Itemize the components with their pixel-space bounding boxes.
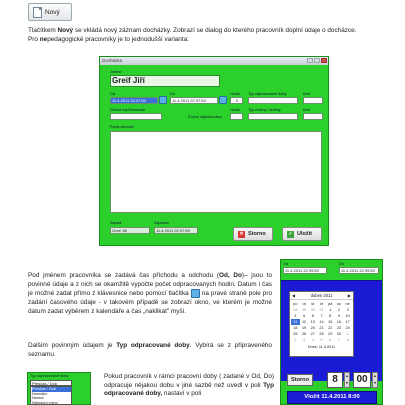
intro-paragraph: Tlačítkem Nový se vkládá nový záznam docházky. Zobrazí se dialog do kterého pracovník doplní údaje o docházce. Pro nepedagogické pracovníky je to jednodušší varianta: <box>28 27 357 43</box>
work-type-selected[interactable]: Přesčas / Dob <box>30 380 72 386</box>
calendar-day[interactable]: 29 <box>328 332 333 336</box>
calendar-day[interactable]: 20 <box>310 326 315 330</box>
calendar-picker-icon[interactable] <box>219 96 227 104</box>
calendar-day[interactable]: 9 <box>337 314 340 318</box>
document-icon <box>33 7 42 18</box>
minute-field[interactable]: 00 <box>353 372 371 388</box>
from-label: Od <box>110 92 116 96</box>
calendar-day[interactable]: 7 <box>320 314 323 318</box>
work-type-options <box>30 386 72 405</box>
calendar-day[interactable]: 3 <box>346 308 349 312</box>
list-item[interactable]: Náhradní volno <box>32 400 58 405</box>
calendar-picker-icon <box>191 289 200 298</box>
picker-popup <box>281 280 382 381</box>
calendar-day[interactable]: 23 <box>336 326 342 330</box>
shift-type-select[interactable] <box>248 113 298 120</box>
close-icon[interactable] <box>321 58 327 63</box>
calendar-day[interactable]: 27 <box>310 332 315 336</box>
window-controls <box>307 58 327 63</box>
datetime-picker-panel <box>280 259 383 405</box>
weekday-header: čt <box>320 302 323 306</box>
calendar-day[interactable]: 11 <box>291 319 300 325</box>
calendar-day[interactable]: 1 <box>329 308 332 312</box>
calendar-day[interactable]: 10 <box>345 314 350 318</box>
calendar-day[interactable]: 8 <box>346 338 349 342</box>
weekday-header: st <box>311 302 315 306</box>
calendar-day[interactable]: 22 <box>328 326 333 330</box>
calendar-day[interactable]: 30 <box>336 332 342 336</box>
calendar-day[interactable]: 14 <box>319 320 324 324</box>
absence-reason-label: Důvod nepřítomnosti <box>110 108 146 112</box>
calendar-day[interactable]: 2 <box>294 338 297 342</box>
cancel-button[interactable]: ✕ Storno <box>233 227 273 241</box>
next-month-icon[interactable]: ▶ <box>347 293 351 298</box>
hours-field: 0 <box>230 97 243 104</box>
worked-hours-field[interactable] <box>230 113 243 120</box>
calendar-day[interactable]: 4 <box>311 338 314 342</box>
overtime-paragraph: Pokud pracovník v rámci pracovní doby ( zadané v Od, Do) odpracuje nějakou dobu v jiné sazbě než uvedl v poli Typ odpracované doby, nastaví v poli <box>104 373 274 398</box>
picker-cancel-button[interactable]: Storno <box>287 374 313 386</box>
calendar-grid <box>290 300 353 344</box>
calendar-day[interactable]: 24 <box>345 326 350 330</box>
calendar-day[interactable]: 28 <box>293 308 298 312</box>
code-field[interactable] <box>303 97 323 104</box>
list-item[interactable]: Normální <box>32 391 48 396</box>
checkmark-icon: ✓ <box>288 230 293 237</box>
picker-from-label: Od <box>283 262 289 266</box>
weekday-header: so <box>336 302 341 306</box>
calendar <box>289 291 354 357</box>
calendar-day[interactable]: 6 <box>311 314 314 318</box>
name-label: Jméno <box>110 70 122 74</box>
weekday-header: po <box>293 302 298 306</box>
hour-spinner[interactable]: ▲ ▼ <box>344 372 350 388</box>
absence-reason-select[interactable] <box>110 113 162 120</box>
hours-label: Hodin <box>230 92 240 96</box>
calendar-day[interactable]: 26 <box>301 332 307 336</box>
minimize-icon[interactable] <box>307 58 313 63</box>
calendar-day[interactable]: 2 <box>337 308 340 312</box>
calendar-month: duben 2011 <box>310 293 333 298</box>
shift-type-label: Typ změny / směny <box>248 108 281 112</box>
calendar-day[interactable]: 19 <box>301 326 307 330</box>
new-record-label: Nový <box>45 8 60 16</box>
attendance-dialog <box>99 56 329 246</box>
calendar-day[interactable]: 1 <box>346 332 349 336</box>
save-button[interactable]: ✓ Uložit <box>282 227 322 241</box>
worked-portion-label: Z toho odpracováno <box>188 115 222 119</box>
work-type-list-label: Typ odpracované doby <box>30 374 69 378</box>
work-type-label: Typ odpracované doby <box>248 92 287 96</box>
calendar-day[interactable]: 15 <box>328 320 333 324</box>
code-label-2: Kód <box>303 108 310 112</box>
calendar-day[interactable]: 16 <box>336 320 342 324</box>
code-label: Kód <box>303 92 310 96</box>
hours-label-2: Hodin <box>230 108 240 112</box>
calendar-day[interactable]: 21 <box>319 326 324 330</box>
to-label: Do <box>170 92 175 96</box>
weekday-header: ne <box>345 302 350 306</box>
picker-to-label: Do <box>339 262 344 266</box>
calendar-day[interactable]: 8 <box>329 314 332 318</box>
calendar-day[interactable]: 13 <box>310 320 315 324</box>
calendar-day[interactable]: 18 <box>293 326 298 330</box>
dialog-title: Docházka <box>100 57 328 65</box>
today-label[interactable]: Dnes: 11.4.2011 <box>307 345 336 349</box>
calendar-day[interactable]: 25 <box>293 332 298 336</box>
work-type-paragraph: Dalším povinným údajem je Typ odpracované doby. Vybírá se z připraveného seznamu. <box>28 342 272 358</box>
calendar-picker-icon[interactable] <box>159 96 167 104</box>
hour-field[interactable]: 8 <box>327 372 343 388</box>
picker-to-field[interactable]: 11.4.2011 22:39:53 <box>339 267 379 274</box>
calendar-day[interactable]: 5 <box>320 338 323 342</box>
name-field[interactable]: Greif Jiří <box>110 75 220 87</box>
insert-datetime-button[interactable]: Vložit 11.4.2011 8:00 <box>287 391 377 404</box>
work-type-select[interactable] <box>248 97 298 104</box>
minute-spinner[interactable]: ▲ ▼ <box>372 372 378 388</box>
prev-month-icon[interactable]: ◀ <box>292 293 296 298</box>
calendar-day[interactable]: 3 <box>303 338 306 342</box>
new-record-button[interactable] <box>28 3 72 21</box>
activity-label: Popis činnosti <box>110 125 134 129</box>
list-item[interactable]: Přesčas / Dob <box>32 387 71 392</box>
calendar-day[interactable]: 28 <box>319 332 324 336</box>
recorded-by-label: Zapsal <box>110 221 122 225</box>
recorded-at-field: 11.4.2011 22:37:59 <box>154 227 198 234</box>
calendar-day[interactable]: 12 <box>301 320 307 324</box>
from-field[interactable]: 11.4.2011 22:37:54 <box>110 97 158 104</box>
code-field-2[interactable] <box>303 113 323 120</box>
maximize-icon[interactable] <box>314 58 320 63</box>
weekday-header: pá <box>328 302 333 306</box>
time-entry-paragraph: Pod jménem pracovníka se zadává čas příchodu a odchodu (Od, Do)– jsou to povinné údaje a z nich se okamžitě vypočte počet odpracovaných hodin. Datum i čas je možné zadat přímo z klávesnice nebo pomocí tlačítka na pravé straně pole pro zadání časového údaje - v takovém případě se zobrazí okno, ve kterém je možné datum zadat výběrem z kalendáře a čas „naklikat" myší. <box>28 272 273 315</box>
calendar-day[interactable]: 31 <box>319 308 324 312</box>
recorded-at-label: Zapsáno <box>154 221 169 225</box>
calendar-day[interactable]: 5 <box>303 314 306 318</box>
weekday-header: út <box>302 302 306 306</box>
calendar-day[interactable]: 30 <box>310 308 315 312</box>
calendar-day[interactable]: 17 <box>345 320 350 324</box>
calendar-day[interactable]: 7 <box>337 338 340 342</box>
picker-from-field[interactable]: 11.4.2011 22:39:53 <box>283 267 327 274</box>
to-field[interactable]: 11.4.2011 22:37:54 <box>170 97 218 104</box>
calendar-day[interactable]: 4 <box>294 314 297 318</box>
recorded-by-field: Greif Jiří <box>110 227 150 234</box>
list-item[interactable]: Nemoc <box>32 396 45 401</box>
calendar-day[interactable]: 29 <box>301 308 307 312</box>
cancel-icon: ✕ <box>239 230 244 237</box>
calendar-day[interactable]: 6 <box>329 338 332 342</box>
activity-textarea[interactable] <box>110 131 322 213</box>
work-type-list-panel <box>27 372 91 405</box>
